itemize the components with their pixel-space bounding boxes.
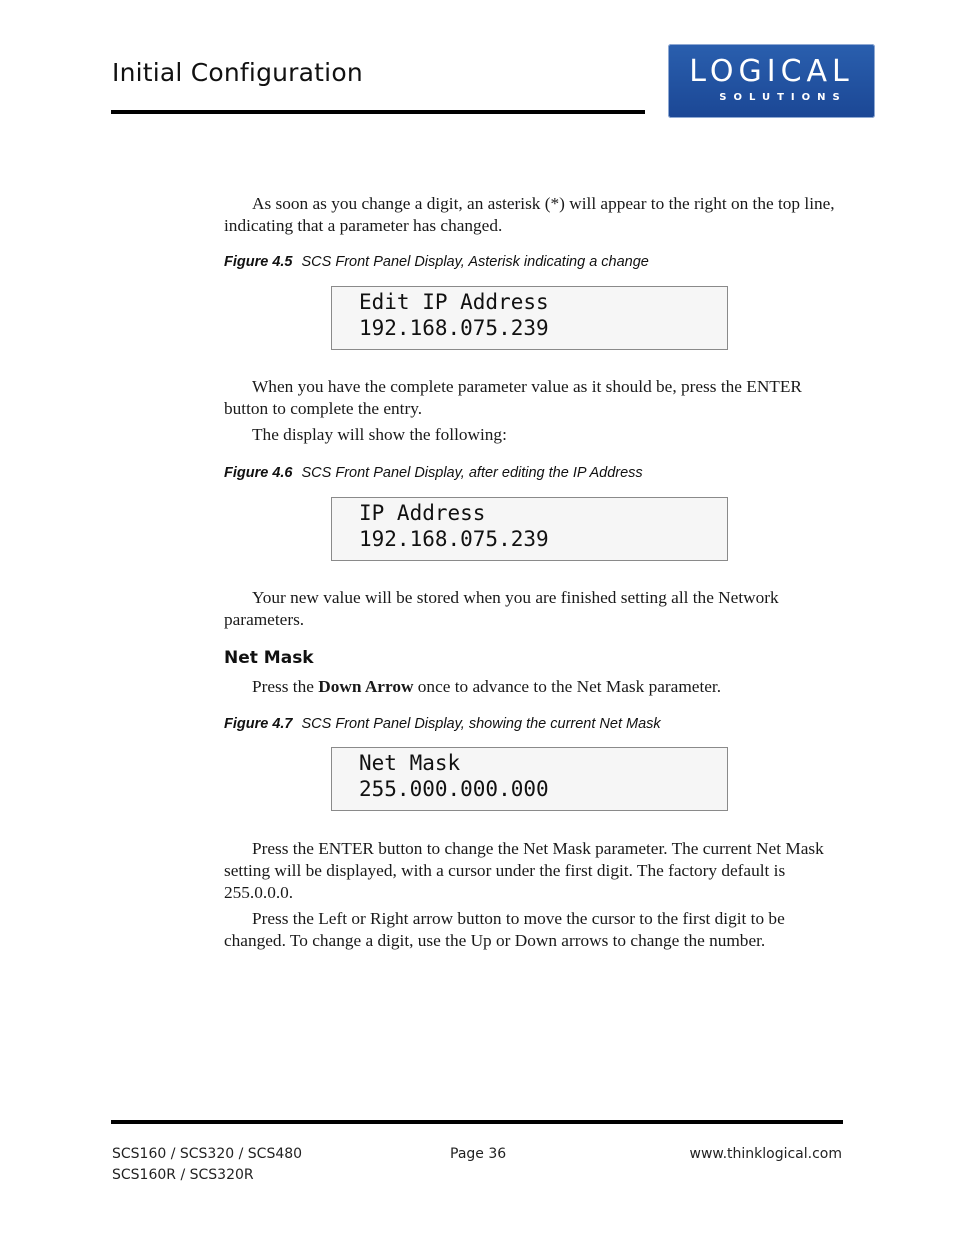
header-divider <box>111 110 645 114</box>
logo-wordmark: LOGICAL <box>689 54 854 89</box>
figure-number: Figure 4.7 <box>224 716 293 732</box>
logical-solutions-logo <box>668 44 875 118</box>
figure-number: Figure 4.5 <box>224 254 293 270</box>
paragraph-enter-button: When you have the complete parameter value as it should be, press the ENTER button to complete the entry. <box>224 377 802 418</box>
lcd-line-1: Net Mask <box>359 751 461 775</box>
figure-caption-text: SCS Front Panel Display, showing the current Net Mask <box>301 716 661 732</box>
bold-down-arrow: Down Arrow <box>318 677 414 696</box>
footer-page-number: Page 36 <box>450 1146 507 1162</box>
lcd-display-figure-4-7 <box>331 747 728 811</box>
footer-models-line-1: SCS160 / SCS320 / SCS480 <box>112 1146 303 1162</box>
footer-website-link[interactable]: www.thinklogical.com <box>689 1146 842 1162</box>
paragraph-down-arrow: Press the Down Arrow once to advance to the Net Mask parameter. <box>252 677 722 696</box>
figure-4-6-caption <box>224 465 643 481</box>
figure-caption-text: SCS Front Panel Display, after editing the IP Address <box>301 465 643 481</box>
lcd-line-2: 192.168.075.239 <box>359 527 549 551</box>
paragraph-net-mask-enter: Press the ENTER button to change the Net Mask parameter. The current Net Mask setting will be displayed, with a cursor under the first digit. The factory default is 255.0.0.0. <box>224 839 824 902</box>
lcd-line-2: 255.000.000.000 <box>359 777 549 801</box>
figure-number: Figure 4.6 <box>224 465 293 481</box>
footer-divider <box>111 1120 843 1124</box>
logo-subtitle: SOLUTIONS <box>719 92 847 103</box>
footer-models-line-2: SCS160R / SCS320R <box>112 1167 254 1183</box>
page-section-title: Initial Configuration <box>112 58 363 87</box>
paragraph-asterisk-info: As soon as you change a digit, an asterisk (*) will appear to the right on the top line, indicating that a parameter has changed. <box>224 194 835 235</box>
paragraph-value-stored: Your new value will be stored when you are finished setting all the Network parameters. <box>224 588 779 629</box>
lcd-display-figure-4-6 <box>331 497 728 561</box>
lcd-line-2: 192.168.075.239 <box>359 316 549 340</box>
section-heading-net-mask: Net Mask <box>224 648 314 668</box>
paragraph-arrow-buttons: Press the Left or Right arrow button to move the cursor to the first digit to be changed. To change a digit, use the Up or Down arrows to change the number. <box>224 909 785 950</box>
figure-4-7-caption <box>224 716 661 732</box>
lcd-display-figure-4-5 <box>331 286 728 350</box>
lcd-line-1: IP Address <box>359 501 486 525</box>
paragraph-display-following: The display will show the following: <box>252 425 507 444</box>
figure-caption-text: SCS Front Panel Display, Asterisk indicating a change <box>301 254 649 270</box>
lcd-line-1: Edit IP Address <box>359 290 549 314</box>
figure-4-5-caption <box>224 254 649 270</box>
footer-model-list <box>112 1144 302 1186</box>
